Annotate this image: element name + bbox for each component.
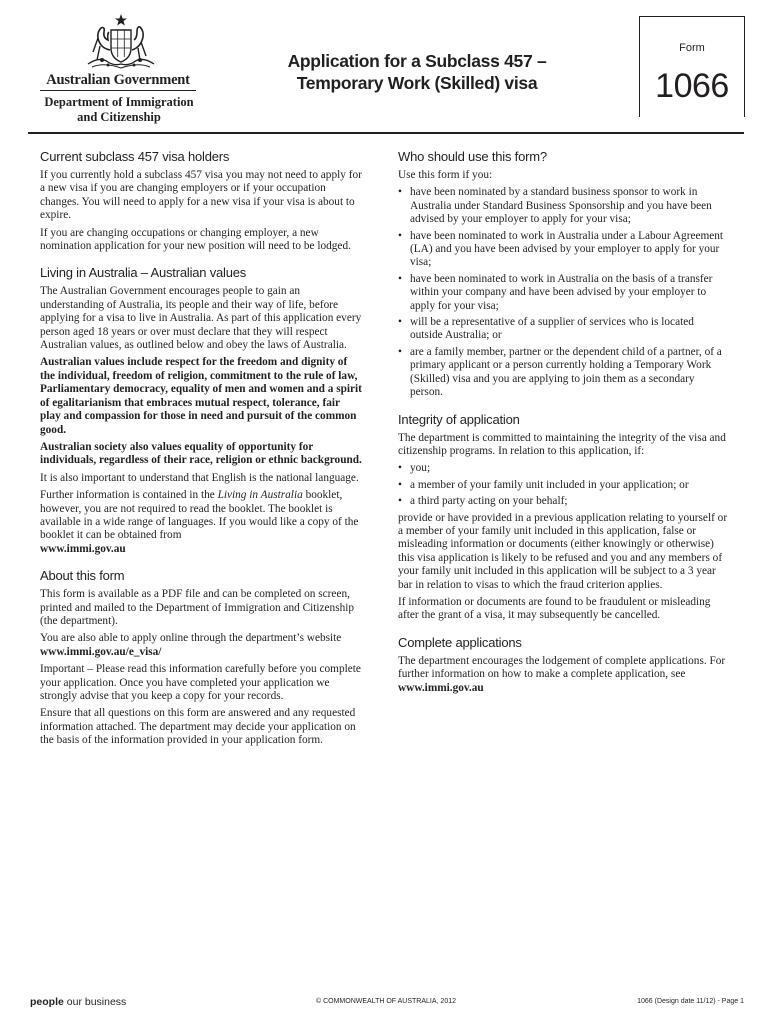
integrity-section: [398, 412, 728, 623]
who-intro: Use this form if you:: [398, 169, 493, 181]
header-divider: [28, 132, 744, 134]
footer-page-info: 1066 (Design date 11/12) - Page 1: [637, 998, 744, 1005]
footer-brand: [30, 996, 126, 1008]
current-holders-heading: Current subclass 457 visa holders: [40, 149, 230, 164]
current-holders-paragraph-1: If you currently hold a subclass 457 visa you may not need to apply for a new visa if you are changing employers or if your occupation changes. You will need to apply for a new visa if your visa is about to expire.: [40, 169, 362, 222]
list-item: • a third party acting on your behalf;: [398, 495, 728, 508]
complete-link[interactable]: www.immi.gov.au: [398, 681, 484, 694]
logo-divider: [40, 90, 196, 91]
department-name-line2: and Citizenship: [77, 110, 161, 124]
left-column: [40, 149, 362, 760]
online-text: You are also able to apply online through the department’s website: [40, 632, 342, 645]
department-name: [36, 95, 202, 125]
about-paragraph-4: Ensure that all questions on this form are answered and any requested information attached. The department may decide your application on the basis of the information provided in your application form.: [40, 707, 356, 747]
title-line1: Application for a Subclass 457 –: [287, 51, 547, 71]
list-item: • a member of your family unit included in your application; or: [398, 479, 728, 492]
booklet-text-pre: Further information is contained in the: [40, 489, 218, 502]
integrity-paragraph-1: The department is committed to maintaining the integrity of the visa and citizenship programs. In relation to this application, if:: [398, 431, 726, 457]
equality-statement: Australian society also values equality of opportunity for individuals, regardless of their race, religion or ethnic background.: [40, 440, 362, 467]
right-column: [398, 149, 728, 707]
who-section: [398, 149, 728, 400]
department-name-line1: Department of Immigration: [44, 95, 194, 109]
living-paragraph-1: The Australian Government encourages people to gain an understanding of Australia, its people and their way of life, before applying for a visa to live in Australia. As part of this application every person aged 18 years or over must declare that they will respect Australian values, as outlined below and obey the laws of Australia.: [40, 285, 362, 352]
coat-of-arms-icon: [78, 12, 164, 72]
list-item: • have been nominated to work in Australia on the basis of a transfer within your company and have been advised by your employer to apply for your visa;: [398, 273, 728, 313]
complete-section: [398, 635, 728, 695]
footer-copyright: © COMMONWEALTH OF AUSTRALIA, 2012: [316, 998, 456, 1005]
living-heading: Living in Australia – Australian values: [40, 265, 247, 281]
about-paragraph-2: [40, 632, 362, 659]
form-number-box: [639, 16, 745, 117]
page-title: [262, 50, 572, 94]
form-number: 1066: [655, 67, 729, 105]
values-statement: Australian values include respect for the freedom and dignity of the individual, freedom of religion, commitment to the rule of law, Parliamentary democracy, equality of men and women and a spirit of egalitarianism that embraces mutual respect, tolerance, fair play and compassion for those in need and pursuit of the common good.: [40, 356, 362, 436]
integrity-paragraph-2: provide or have provided in a previous application relating to yourself or a member of your family unit included in this application, false or misleading information or documents (either knowingly or otherwise) this visa application is likely to be refused and you and any members of your family unit included in this application will be subject to a 3 year bar in relation to visas to which the fraud criterion applies.: [398, 511, 728, 591]
current-holders-paragraph-2: If you are changing occupations or changing employer, a new nomination application for your new position will need to be lodged.: [40, 226, 351, 253]
integrity-paragraph-3: If information or documents are found to be fraudulent or misleading after the grant of a visa, it may subsequently be cancelled.: [398, 595, 711, 622]
integrity-heading: Integrity of application: [398, 411, 520, 427]
about-paragraph-1: This form is available as a PDF file and can be completed on screen, printed and mailed to the Department of Immigration and Citizenship (the department).: [40, 588, 355, 627]
about-section: [40, 568, 362, 747]
complete-paragraph: [398, 655, 728, 695]
title-line2: Temporary Work (Skilled) visa: [296, 73, 538, 93]
complete-heading: Complete applications: [398, 634, 522, 650]
list-item: • have been nominated to work in Australia under a Labour Agreement (LA) and you have been advised by your employer to apply for your visa;: [398, 230, 728, 270]
booklet-title: Living in Australia: [217, 489, 303, 502]
footer-brand-bold: people: [30, 996, 64, 1008]
form-label: Form: [679, 42, 705, 54]
who-heading: Who should use this form?: [398, 149, 547, 164]
who-list: [398, 186, 728, 399]
list-item: • you;: [398, 462, 728, 475]
about-heading: About this form: [40, 568, 125, 584]
booklet-text-post: booklet, however, you are not required to read the booklet. The booklet is available in a wide range of languages. If you would like a copy of the booklet it can be obtained from: [40, 489, 359, 542]
current-holders-section: [40, 149, 362, 253]
language-paragraph: It is also important to understand that English is the national language.: [40, 471, 359, 484]
government-name: Australian Government: [46, 72, 190, 88]
about-paragraph-3: Important – Please read this information carefully before you complete your application. Once you have completed your application we strongly advise that you keep a copy for your records.: [40, 663, 361, 702]
integrity-list: [398, 462, 728, 508]
list-item: • have been nominated by a standard business sponsor to work in Australia under Standard Business Sponsorship and you have been advised by your employer to apply for your visa;: [398, 186, 728, 226]
booklet-paragraph: [40, 489, 362, 556]
living-section: [40, 265, 362, 556]
complete-text: The department encourages the lodgement of complete applications. For further information on how to make a complete application, see: [398, 654, 726, 681]
booklet-link[interactable]: www.immi.gov.au: [40, 542, 126, 555]
evisa-link[interactable]: www.immi.gov.au/e_visa/: [40, 645, 162, 658]
footer-brand-rest: our business: [63, 996, 127, 1008]
list-item: • will be a representative of a supplier of services who is located outside Australia; or: [398, 316, 728, 343]
list-item: • are a family member, partner or the dependent child of a partner, of a primary applicant or a person currently holding a Temporary Work (Skilled) visa and you are applying to join them as a secondary person.: [398, 346, 728, 400]
